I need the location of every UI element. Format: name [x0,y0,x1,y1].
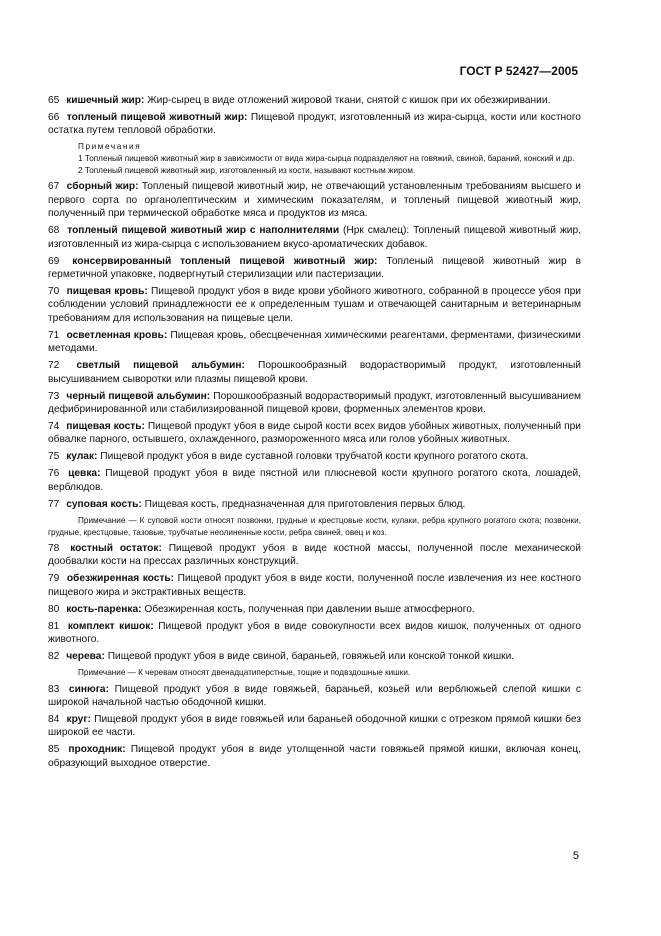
entry-number: 77 [48,498,60,510]
entry-definition: Топленый пищевой животный жир, не отвечающий установленным требованиям высшего и первого сорта по органолептическим и химическим показателям, и топленый пищевой животный жир, полученный при термической обработке мяса и продуктов из мяса. [48,181,581,220]
term-entry-76 [48,467,581,494]
entry-term: синюга: [68,683,109,695]
entry-term: черева: [66,651,105,663]
entry-number: 84 [48,714,60,726]
entry-number: 65 [48,95,60,106]
entry-term: кулак: [66,451,98,463]
term-entry-69 [48,255,581,282]
term-entry-73 [48,390,581,417]
entry-term: комплект кишок: [67,620,154,632]
term-entry-65 [48,94,581,107]
entry-definition: Пищевой продукт убоя в виде суставной головки трубчатой кости крупного рогатого скота. [100,451,529,463]
entry-term: проходник: [68,744,126,756]
entry-number: 66 [48,112,60,123]
entry-number: 74 [48,421,60,433]
entry-number: 80 [48,603,60,615]
note-block-77 [48,515,581,539]
note-line: Примечание — К суповой кости относят позвонки, грудные и крестцовые кости, кулаки, ребра крупного рогатого скота; позвонки, грудные, крестцовые, тазовые, трубчатые неолиненные кости, ребра свиней, овец и коз. [48,515,581,537]
entry-term-extra: (Нрк смалец): [342,225,410,237]
entry-term: пищевая кровь: [66,286,148,298]
terms-content [48,94,581,774]
entry-term: пищевая кость: [66,421,145,433]
entry-definition: Пищевой продукт убоя в виде свиной, бараньей, говяжьей или конской тонкой кишки. [107,651,515,663]
page-number: 5 [572,850,579,862]
entry-number: 75 [48,451,60,463]
note-block-66 [48,141,581,176]
note-line: Примечание — К черевам относят двенадцатиперстные, тощие и подвздошные кишки. [78,668,411,678]
entry-definition: Пищевая кость, предназначенная для приготовления первых блюд. [144,498,466,510]
entry-definition: Топленый пищевой животный жир в герметичной упаковке, подвергнутый стерилизации или пастеризации. [48,255,581,281]
term-entry-85 [48,743,581,770]
entry-definition: Пищевой продукт убоя в виде костной массы, полученной после механической дообвалки кости на прессах различных конструкций. [48,543,581,568]
entry-number: 82 [48,651,60,663]
entry-definition: Пищевая кровь, обесцвеченная химическими реагентами, ферментами, физическими методами. [48,329,581,355]
entry-number: 69 [48,255,60,267]
note-title: Примечания [78,142,142,152]
entry-number: 68 [48,225,60,237]
document-standard-id: ГОСТ Р 52427—2005 [459,64,578,78]
entry-definition: Обезжиренная кость, полученная при давлении выше атмосферного. [144,603,475,615]
entry-term: обезжиренная кость: [66,573,175,585]
term-entry-78 [48,542,581,569]
entry-number: 78 [48,543,60,555]
term-entry-70 [48,285,581,325]
entry-definition: Порошкообразный водорастворимый продукт, изготовленный высушиванием сыворотки или плазмы пищевой крови. [48,360,581,385]
entry-number: 85 [48,744,60,756]
entry-definition: Пищевой продукт убоя в виде крови убойного животного, собранной в процессе убоя при соблюдении условий принадлежности ее к определенным тушам и отвечающей санитарным и ветеринарным требованиям для использования на пищевые цели. [48,286,581,324]
entry-term: костный остаток: [70,543,162,555]
entry-number: 76 [48,468,60,480]
entry-term: круг: [66,714,91,726]
note-line-2: 2 Топленый пищевой животный жир, изготовленный из кости, называют костным жиром. [78,166,416,175]
term-entry-68 [48,224,581,251]
term-entry-74 [48,420,581,447]
entry-term: консервированный топленый пищевой животный жир: [72,255,378,267]
term-entry-66 [48,111,581,138]
entry-definition: Пищевой продукт убоя в виде говяжьей или бараньей ободочной кишки с отрезком прямой кишки без широкой ее части. [48,714,581,739]
term-entry-80 [48,603,581,616]
entry-number: 71 [48,329,60,341]
entry-number: 81 [48,620,60,632]
entry-number: 83 [48,683,60,695]
entry-term: светлый пищевой альбумин: [76,360,245,372]
entry-term: сборный жир: [66,181,139,193]
entry-definition: Пищевой продукт, изготовленный из жира-сырца, кости или костного остатка путем тепловой обработки. [48,112,581,137]
entry-definition: Жир-сырец в виде отложений жировой ткани, снятой с кишок при их обезжиривании. [147,95,551,106]
term-entry-72 [48,359,581,386]
entry-definition: Топленый пищевой животный жир, изготовленный из жира-сырца с использованием вкусо-ароматических добавок. [48,225,581,250]
term-entry-79 [48,572,581,599]
entry-term: топленый пищевой животный жир с наполнителями [67,225,340,237]
term-entry-83 [48,683,581,710]
entry-number: 72 [48,360,60,372]
term-entry-84 [48,713,581,740]
entry-definition: Пищевой продукт убоя в виде говяжьей, бараньей, козьей или верблюжьей слепой кишки с широкой начальной частью ободочной кишки. [48,683,581,709]
term-entry-71 [48,329,581,356]
entry-number: 67 [48,181,60,193]
entry-number: 79 [48,573,60,585]
note-block-82 [48,667,581,679]
entry-definition: Пищевой продукт убоя в виде пястной или плюсневой кости крупного рогатого скота, лошадей, верблюдов. [48,468,581,493]
entry-term: цевка: [68,468,101,480]
entry-number: 73 [48,390,60,402]
entry-number: 70 [48,286,60,298]
term-entry-77 [48,498,581,511]
entry-definition: Пищевой продукт убоя в виде совокупности всех видов кишок, полученных от одного животного. [48,620,581,646]
term-entry-82 [48,650,581,663]
entry-term: суповая кость: [66,498,142,510]
entry-term: кишечный жир: [66,95,145,106]
entry-term: кость-паренка: [66,603,142,615]
entry-term: топленый пищевой животный жир: [66,112,248,123]
term-entry-81 [48,620,581,647]
entry-definition: Пищевой продукт убоя в виде кости, полученной после извлечения из нее костного пищевого жира и экстрактивных веществ. [48,573,581,598]
entry-term: осветленная кровь: [66,329,168,341]
entry-definition: Порошкообразный водорастворимый продукт, изготовленный высушиванием дефибринированной или стабилизированной пищевой крови, форменных элементов крови. [48,390,581,416]
note-line-1: 1 Топленый пищевой животный жир в зависимости от вида жира-сырца подразделяют на говяжий, свиной, бараний, конский и др. [78,154,575,164]
entry-definition: Пищевой продукт убоя в виде утолщенной части говяжьей прямой кишки, включая конец, образующий выходное отверстие. [48,744,581,769]
entry-definition: Пищевой продукт убоя в виде сырой кости всех видов убойных животных, полученный при обвалке парного, остывшего, охлажденного, размороженного мяса или голов убойных животных. [48,421,581,446]
term-entry-67 [48,180,581,220]
entry-term: черный пищевой альбумин: [66,390,211,402]
term-entry-75 [48,450,581,463]
